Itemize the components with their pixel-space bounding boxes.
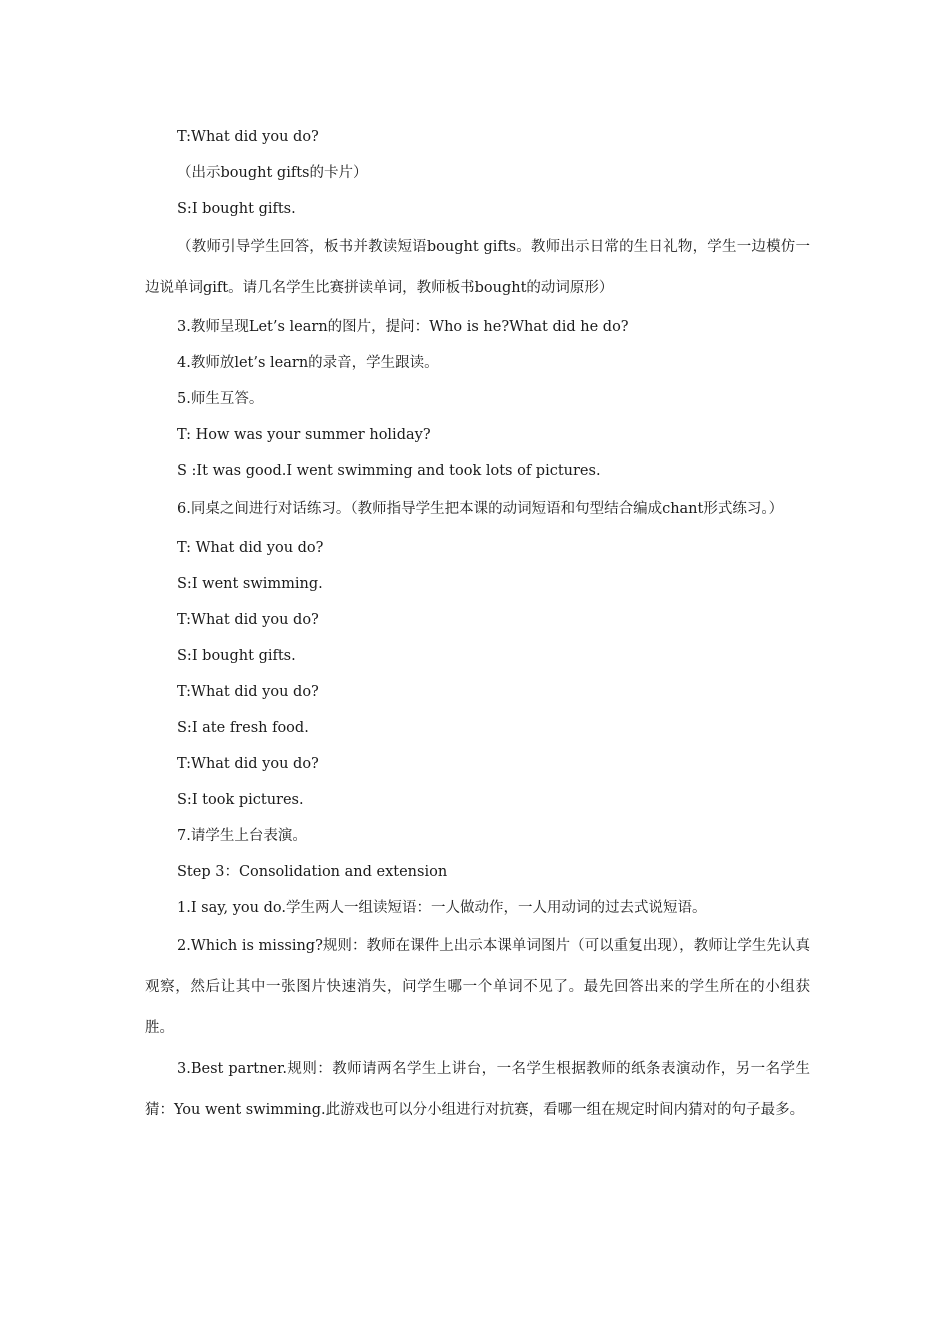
dialogue-line: S :It was good.I went swimming and took lots of pictures. bbox=[177, 463, 601, 479]
teaching-note: （教师引导学生回答，板书并教读短语bought gifts。教师出示日常的生日礼物，学生一边模仿一边说单词gift。请几名学生比赛拼读单词，教师板书bought的动词原形） bbox=[145, 239, 810, 296]
procedure-step: 4.教师放let’s learn的录音，学生跟读。 bbox=[177, 355, 439, 371]
dialogue-line: S:I took pictures. bbox=[177, 792, 304, 808]
dialogue-line: T:What did you do? bbox=[177, 756, 319, 772]
dialogue-line: S:I bought gifts. bbox=[177, 648, 296, 664]
activity-item: 2.Which is missing?规则：教师在课件上出示本课单词图片（可以重复出现），教师让学生先认真观察，然后让其中一张图片快速消失，问学生哪一个单词不见了。最先回答出来的学生所在的小组获胜。 bbox=[145, 938, 810, 1036]
procedure-step: 5.师生互答。 bbox=[177, 391, 264, 407]
document-body bbox=[145, 119, 810, 1131]
dialogue-line: T: How was your summer holiday? bbox=[177, 427, 431, 443]
dialogue-line: T:What did you do? bbox=[177, 129, 319, 145]
dialogue-line: T:What did you do? bbox=[177, 684, 319, 700]
dialogue-line: S:I ate fresh food. bbox=[177, 720, 309, 736]
stage-direction: （出示bought gifts的卡片） bbox=[177, 165, 368, 181]
dialogue-line: T: What did you do? bbox=[177, 540, 324, 556]
section-heading: Step 3：Consolidation and extension bbox=[177, 864, 448, 880]
activity-item: 1.I say, you do.学生两人一组读短语：一人做动作，一人用动词的过去式说短语。 bbox=[177, 900, 707, 916]
procedure-step: 6.同桌之间进行对话练习。（教师指导学生把本课的动词短语和句型结合编成chant形式练习。） bbox=[177, 501, 784, 517]
procedure-step: 7.请学生上台表演。 bbox=[177, 828, 307, 844]
dialogue-line: S:I bought gifts. bbox=[177, 201, 296, 217]
activity-item: 3.Best partner.规则：教师请两名学生上讲台，一名学生根据教师的纸条表演动作，另一名学生猜：You went swimming.此游戏也可以分小组进行对抗赛，看哪一组在规定时间内猜对的句子最多。 bbox=[145, 1061, 810, 1118]
dialogue-line: T:What did you do? bbox=[177, 612, 319, 628]
procedure-step: 3.教师呈现Let’s learn的图片，提问：Who is he?What did he do? bbox=[177, 319, 629, 335]
dialogue-line: S:I went swimming. bbox=[177, 576, 323, 592]
